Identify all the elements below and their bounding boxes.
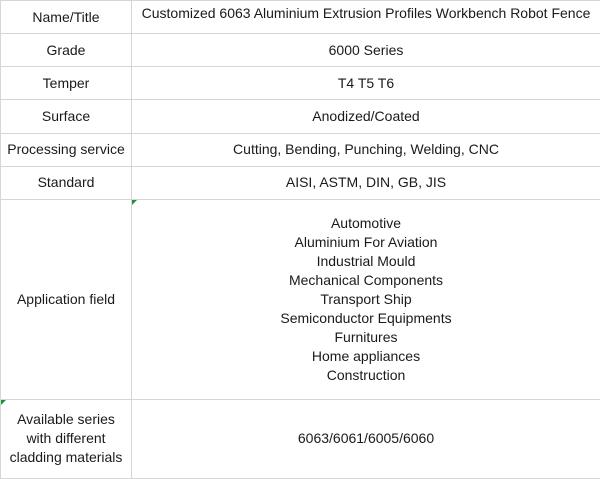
application-item: Mechanical Components — [288, 271, 444, 288]
table-row-surface — [1, 100, 600, 133]
table-row-processing-service — [1, 133, 600, 166]
available-series-label-line: with different — [26, 430, 106, 447]
available-series-label — [1, 399, 132, 478]
name-title-label: Name/Title — [1, 1, 132, 34]
application-item: Industrial Mould — [316, 252, 416, 269]
surface-label: Surface — [1, 100, 132, 133]
name-title-value: Customized 6063 Aluminium Extrusion Profiles Workbench Robot Fence — [141, 5, 591, 22]
temper-label: Temper — [1, 67, 132, 100]
standard-value: AISI, ASTM, DIN, GB, JIS — [132, 166, 600, 199]
surface-value: Anodized/Coated — [132, 100, 600, 133]
name-title-value-cell — [132, 1, 600, 34]
grade-value: 6000 Series — [132, 34, 600, 67]
application-field-value — [132, 199, 600, 399]
table-row-application-field — [1, 199, 600, 399]
table-row-name-title — [1, 1, 600, 34]
standard-label: Standard — [1, 166, 132, 199]
application-item: Home appliances — [311, 347, 421, 364]
table-row-available-series — [1, 399, 600, 478]
table-row-grade — [1, 34, 600, 67]
comment-marker-icon — [1, 400, 6, 405]
available-series-label-lines — [5, 410, 127, 467]
application-item: Semiconductor Equipments — [280, 309, 452, 326]
application-item: Automotive — [330, 214, 402, 231]
available-series-label-line: cladding materials — [9, 449, 123, 466]
table-row-standard — [1, 166, 600, 199]
application-field-list — [136, 214, 596, 385]
processing-service-label: Processing service — [1, 133, 132, 166]
application-item: Furnitures — [334, 328, 398, 345]
available-series-label-line: Available series — [17, 411, 115, 428]
application-item: Aluminium For Aviation — [294, 233, 438, 250]
available-series-value: 6063/6061/6005/6060 — [132, 399, 600, 478]
table-row-temper — [1, 67, 600, 100]
application-item: Construction — [326, 366, 406, 383]
processing-service-value: Cutting, Bending, Punching, Welding, CNC — [132, 133, 600, 166]
application-item: Transport Ship — [320, 290, 412, 307]
application-field-label: Application field — [1, 199, 132, 399]
grade-label: Grade — [1, 34, 132, 67]
comment-marker-icon — [132, 200, 137, 205]
temper-value: T4 T5 T6 — [132, 67, 600, 100]
